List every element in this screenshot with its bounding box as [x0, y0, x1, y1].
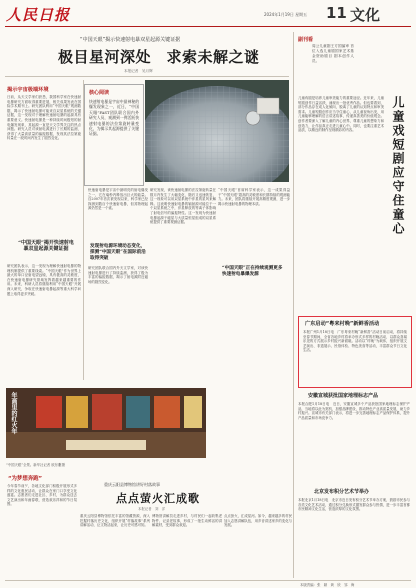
newspaper-logo: 人民日报: [6, 6, 71, 24]
headline-rule: [5, 76, 289, 77]
sidebar-note: 周公儿童剧王方国编审 首位入选儿童剧国家艺术基金资助剧目 剧本创作人员。: [312, 44, 354, 63]
sidebar-label: 副刊看: [298, 37, 314, 43]
left-subhead-1: 揭示宇宙极端环境: [7, 87, 49, 93]
feature-text-1: 重庆云阳县博物馆依托丰富的馆藏资源，深入挖掘村落历史文化，组织开展“村落故事”系列讲解活动，让文物活起来，让历史可感可知。: [80, 514, 150, 528]
page-number: 11: [326, 4, 347, 22]
core-reading-box: [84, 84, 144, 186]
core-reading-text: 快速射电暴是宇宙中最神秘的爆发现象之一，近日，“中国天眼”FAST团队联合国内外研究人员，观测到一例活跃快速射电暴的法拉第旋转量变化，为揭示其起源提供了关键证据。: [89, 99, 139, 137]
feature-headline: 点点萤火汇成歌: [116, 492, 200, 505]
left-text-2: 研究团队表示，这一发现为理解快速射电暴的物理机制提供了重要线索。“中国天眼”作为世界上最大的单口径射电望远镜，具有极高的灵敏度，在快速射电暴研究领域发挥着越来越重要的作用。未来，科研人员将继续利用“中国天眼”开展深入研究，争取在快速射电暴起源等重大科学问题上取得更多突破。: [7, 264, 81, 296]
masthead-rule: [5, 26, 411, 27]
featured-news-title: 广东启动“粤来村晚”新鲜香活动: [305, 321, 380, 327]
right-news-text-2: 本报北京1月18日电 北京市近日发布积分艺术节举办方案，鼓励市民参与各类文化艺术活动，通过积分兑换形式激发群众参与热情，进一步丰富首都市民精神文化生活，营造浓厚的文化氛围。: [298, 498, 410, 512]
fast-telescope-photo: [145, 80, 289, 182]
middle-text-1: 快速射电暴是宇宙中最明亮的射电爆发之一，它在毫秒内释放出巨大的能量。自2007年首次被发现以来，科学家已经探测到数百个快速射电暴，但其物理起源仍然是一个谜。: [88, 188, 148, 211]
top-story-byline: 本报记者 吴月辉: [124, 69, 153, 73]
top-story-kicker: “中国天眼”揭示快速射电暴双星起源关键证据: [80, 37, 181, 43]
right-news-title-1: 安徽宣城获批国家地理标志产品: [308, 393, 379, 399]
column-rule: [293, 32, 294, 578]
feature-text-3: 点点萤火，汇成星河。如今，越来越多的村民加入志愿讲解队伍，用乡音讲述家乡的变化与发展。: [224, 514, 292, 528]
featured-news-text: 本报广州1月18日电 广东粤来村晚“新鲜香”活动日前启动，将持续至春节期间，全省各地乡村将举办形式多样的村晚活动，以群众喜闻乐见的方式展示乡村振兴新面貌。活动以“村晚”为载体，组织开展文艺演出、非遗展示、民俗体验、特色美食等活动，丰富群众节日文化生活。: [303, 330, 407, 353]
bottom-left-label: “为梦想奔跑”: [8, 476, 43, 482]
middle-text-4: “中国天眼”首席科学家表示，这一成果得益于“中国天眼”超高的灵敏度和长期持续的观测能力。未来，团队将继续开展高精度观测，进一步揭示快速射电暴的物理本质。: [218, 188, 290, 206]
middle-text-2: 研究团队联合国内外天文学家，对该快速射电暴进行了持续监测，获得了极为丰富的偏振数据，揭示了射电源附近磁场的剧烈变化。: [88, 266, 148, 284]
right-news-title-2: 北京发布积分艺术节举办: [314, 489, 370, 495]
feature-text-2: 博物馆讲解员走进乡村，与村民们一起收集老物件、记录老故事，形成了一批生动鲜活的讲解素材，受到群众欢迎。: [152, 514, 222, 528]
new-year-paintings-photo: [6, 388, 206, 458]
footer-editors: 本版责编：张 颖 黄 欣 邹 海: [300, 583, 355, 587]
top-story-headline: 极目星河深处 求索未解之谜: [58, 48, 260, 66]
column-rule: [83, 80, 84, 380]
core-reading-title: 核心阅读: [89, 90, 110, 96]
sidebar-text: 儿童戏剧是培养儿童审美能力的重要途径。近年来，儿童短剧创作日益活跃，涌现出一批优秀作品。但也要看到，部分作品存在成人化倾向，脱离了儿童的认知特点和审美需求。儿童短剧创作应当守住童心，从儿童视角出发，用儿童能够理解的语言讲述故事，传递真善美的价值观念。创作者要深入了解儿童的内心世界，尊重儿童的想象力和创造力，让作品真正走进儿童心中。同时，也要注重艺术品质，以精良的制作呈现精彩的内容。: [298, 96, 384, 133]
feature-byline: 本报记者 刘 洋: [138, 507, 166, 511]
right-news-text-1: 本报合肥1月18日电 近日，安徽宣城多个产品获批国家地理标志保护产品，当地将以此为契机，加强品牌建设，推动特色产业高质量发展，助力乡村振兴。宣城市有关部门表示，将进一步完善地理标志产品保护体系，提升产品质量和市场竞争力。: [298, 402, 410, 420]
bottom-left-text: 今年春节前夕，各地文化部门积极开展形式多样的文化惠民活动，让群众在家门口享受文化盛宴。志愿者们走进社区、乡村，为群众送去文艺演出和年画春联，营造欢乐祥和的节日氛围。: [7, 484, 77, 507]
left-column-subtitle: “中国天眼”揭开快速射电暴双星起源关键证据: [18, 240, 74, 253]
middle-text-3: 研究发现，该快速射电暴的法拉第旋转量在数月内发生了大幅变化，随后又迅速恢复，这一现象可以用双星系统中伴星的星风来解释。这表明快速射电暴的辐射源可能位于一个双星系统之中，伴星释放的等离子体影响了射电信号的偏振特性。这一发现为快速射电暴起源于磁星与大质量恒星组成的双星系统提供了重要观测证据。: [150, 188, 216, 225]
left-text-1: 日前，从天文学家们获悉，我国科学家在快速射电暴研究方面取得重要进展，相关成果发表在国际学术期刊上。研究团队利用“中国天眼”观测数据，揭示了快速射电暴可能来自双星系统的关键证据，这一发现对于理解快速射电暴的起源具有重要意义。快速射电暴是一种持续时间极短的射电爆发现象，其起源一直是天文学界关注的热点问题。研究人员对该射电源进行了长期的监测，获得了大量高质量的偏振数据，发现其法拉第旋转量在一段时间内发生了剧烈变化。: [7, 95, 81, 141]
exhibition-illustration: [6, 388, 206, 458]
photo-vertical-title: 年画里的红火年: [10, 392, 17, 434]
issue-date: 2024年1月19日 星期五: [264, 12, 308, 17]
feature-kicker: 重庆云阳县博物馆讲好村落故事: [104, 482, 160, 487]
telescope-illustration: [145, 80, 289, 182]
footer-rule: [5, 580, 411, 581]
masthead: [0, 0, 416, 30]
middle-subhead-1: 发现射电源环境动态变化，探测“中国天眼”在国际前沿取得突破: [90, 244, 146, 261]
sidebar-vertical-title: 儿童戏短剧应守住童心: [391, 96, 405, 236]
photo-caption: “中国天眼”全景。新华社记者 欧东衢摄: [6, 463, 65, 467]
middle-subhead-2: “中国天眼”正在持续观测更多快速射电暴爆发源: [222, 266, 283, 277]
featured-news-box: [298, 316, 412, 388]
section-name: 文化: [350, 6, 381, 24]
